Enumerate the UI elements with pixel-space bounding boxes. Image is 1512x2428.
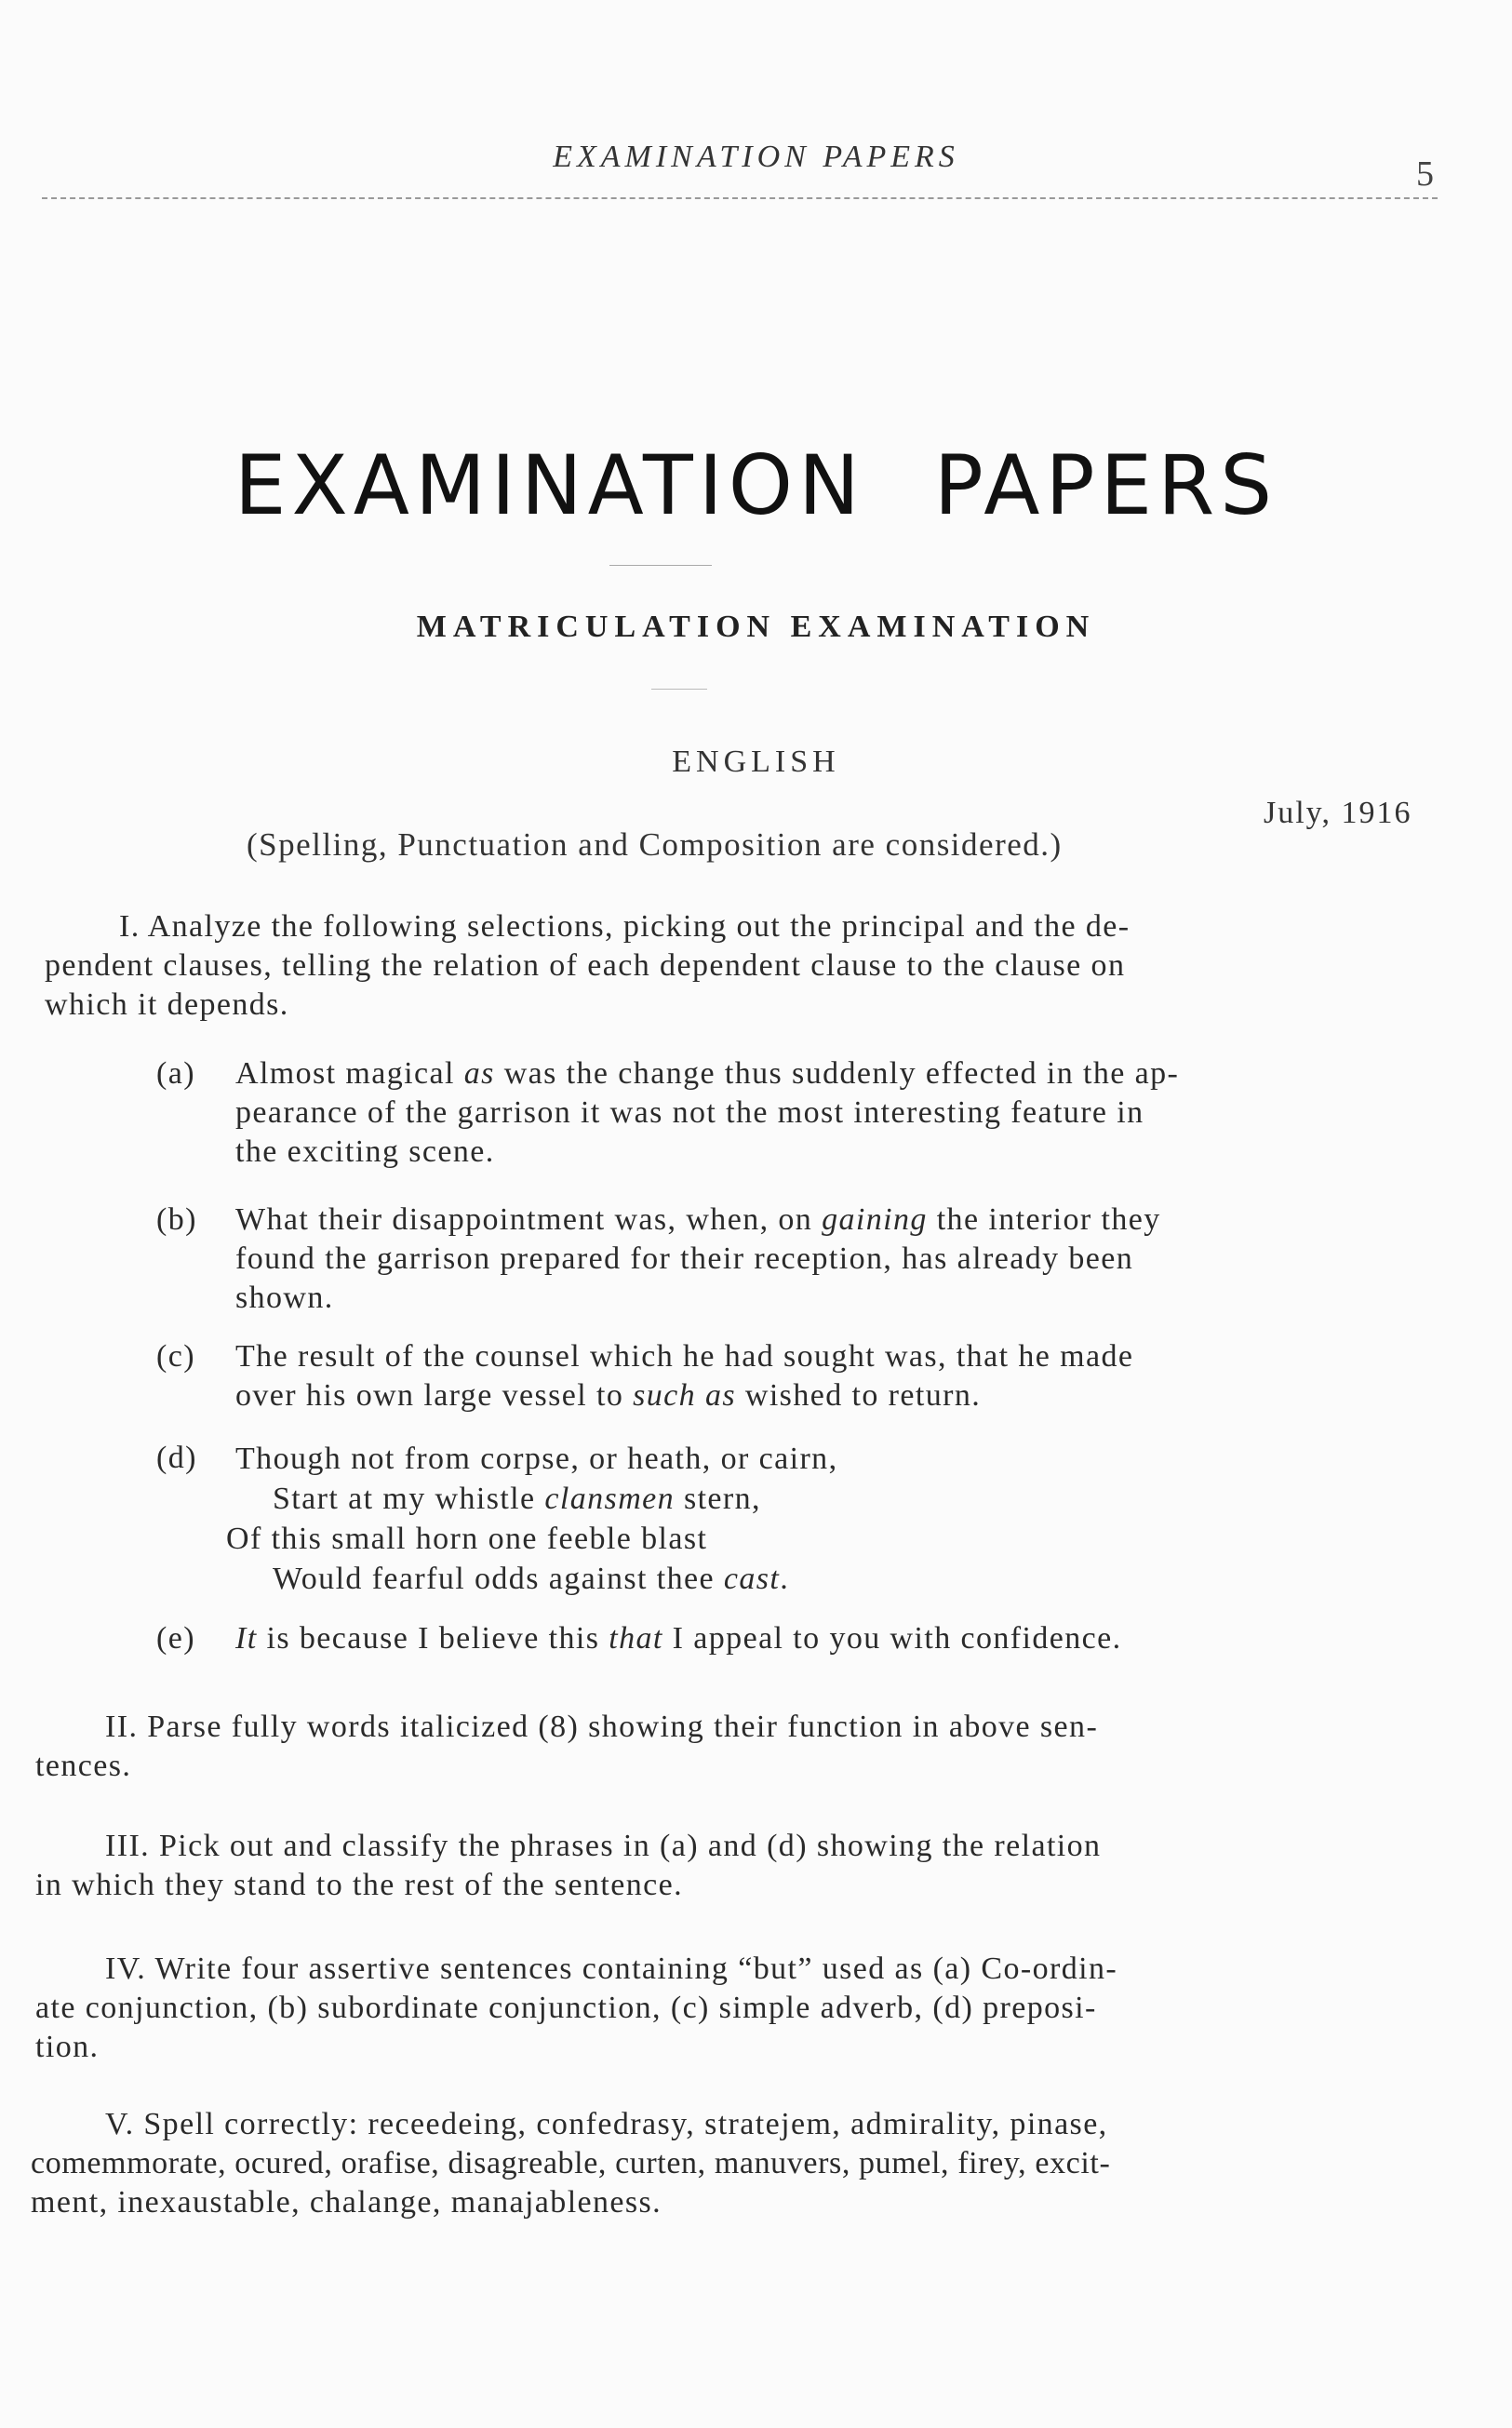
page-title: EXAMINATION PAPERS xyxy=(234,437,1278,533)
question-1 xyxy=(45,907,1436,1025)
selection-d-line-2: Start at my whistle clansmen stern, xyxy=(273,1482,761,1516)
selection-c-letter: (c) xyxy=(156,1339,195,1374)
question-3-line-1: III. Pick out and classify the phrases in (a) and (d) showing the relation xyxy=(105,1829,1102,1863)
selection-e-letter: (e) xyxy=(156,1621,195,1656)
selection-e-line-1: It is because I believe this that I appeal to you with confidence. xyxy=(235,1621,1122,1656)
question-5-line-2: comemmorate, ocured, orafise, disagreable, curten, manuvers, pumel, firey, excit- xyxy=(31,2146,1111,2180)
selection-b-line-2: found the garrison prepared for their reception, has already been xyxy=(235,1241,1134,1276)
selection-c-line-1: The result of the counsel which he had sought was, that he made xyxy=(235,1339,1134,1374)
selection-c-line-2: over his own large vessel to such as wished to return. xyxy=(235,1378,982,1413)
selection-d-line-4: Would fearful odds against thee cast. xyxy=(273,1562,790,1596)
selection-a-line-2: pearance of the garrison it was not the most interesting feature in xyxy=(235,1095,1144,1130)
question-2-line-1: II. Parse fully words italicized (8) showing their function in above sen- xyxy=(105,1710,1099,1744)
selection-d-line-3: Of this small horn one feeble blast xyxy=(226,1522,708,1556)
instructions-note: (Spelling, Punctuation and Composition are considered.) xyxy=(247,826,1063,863)
question-2-line-2: tences. xyxy=(35,1749,132,1783)
selection-a-letter: (a) xyxy=(156,1056,195,1091)
question-5-line-3: ment, inexaustable, chalange, manajableness. xyxy=(31,2185,662,2220)
selection-b-letter: (b) xyxy=(156,1202,197,1237)
selection-c xyxy=(156,1337,1440,1421)
subject-heading: ENGLISH xyxy=(672,744,840,779)
selection-d-letter: (d) xyxy=(156,1441,197,1475)
selection-d-line-1: Though not from corpse, or heath, or cairn, xyxy=(235,1442,838,1476)
question-4-line-2: ate conjunction, (b) subordinate conjunction, (c) simple adverb, (d) preposi- xyxy=(35,1991,1097,2025)
selection-a-line-3: the exciting scene. xyxy=(235,1134,495,1169)
question-4 xyxy=(35,1950,1440,2067)
section-divider xyxy=(651,689,707,690)
selection-b xyxy=(156,1201,1440,1321)
selection-b-line-3: shown. xyxy=(235,1281,334,1315)
selection-b-line-1: What their disappointment was, when, on gaining the interior they xyxy=(235,1202,1161,1237)
question-3-line-2: in which they stand to the rest of the sentence. xyxy=(35,1868,684,1902)
question-4-line-1: IV. Write four assertive sentences containing “but” used as (a) Co-ordin- xyxy=(105,1952,1118,1986)
selection-e xyxy=(156,1619,1440,1666)
question-2 xyxy=(35,1708,1440,1786)
exam-date: July, 1916 xyxy=(1264,796,1412,830)
title-divider xyxy=(609,565,712,566)
question-4-line-3: tion. xyxy=(35,2030,100,2064)
selection-d xyxy=(156,1439,1440,1606)
selection-a-line-1: Almost magical as was the change thus suddenly effected in the ap- xyxy=(235,1056,1180,1091)
section-title: MATRICULATION EXAMINATION xyxy=(416,610,1096,644)
page-number: 5 xyxy=(1416,154,1434,194)
question-1-line-1: I. Analyze the following selections, picking out the principal and the de- xyxy=(119,909,1131,944)
question-1-line-2: pendent clauses, telling the relation of each dependent clause to the clause on xyxy=(45,948,1126,983)
running-header: EXAMINATION PAPERS xyxy=(553,140,959,174)
header-rule xyxy=(42,197,1438,199)
selection-a xyxy=(156,1054,1440,1175)
question-3 xyxy=(35,1827,1440,1905)
question-1-line-3: which it depends. xyxy=(45,987,289,1022)
question-5 xyxy=(31,2105,1440,2222)
question-5-line-1: V. Spell correctly: receedeing, confedrasy, stratejem, admirality, pinase, xyxy=(105,2107,1108,2141)
